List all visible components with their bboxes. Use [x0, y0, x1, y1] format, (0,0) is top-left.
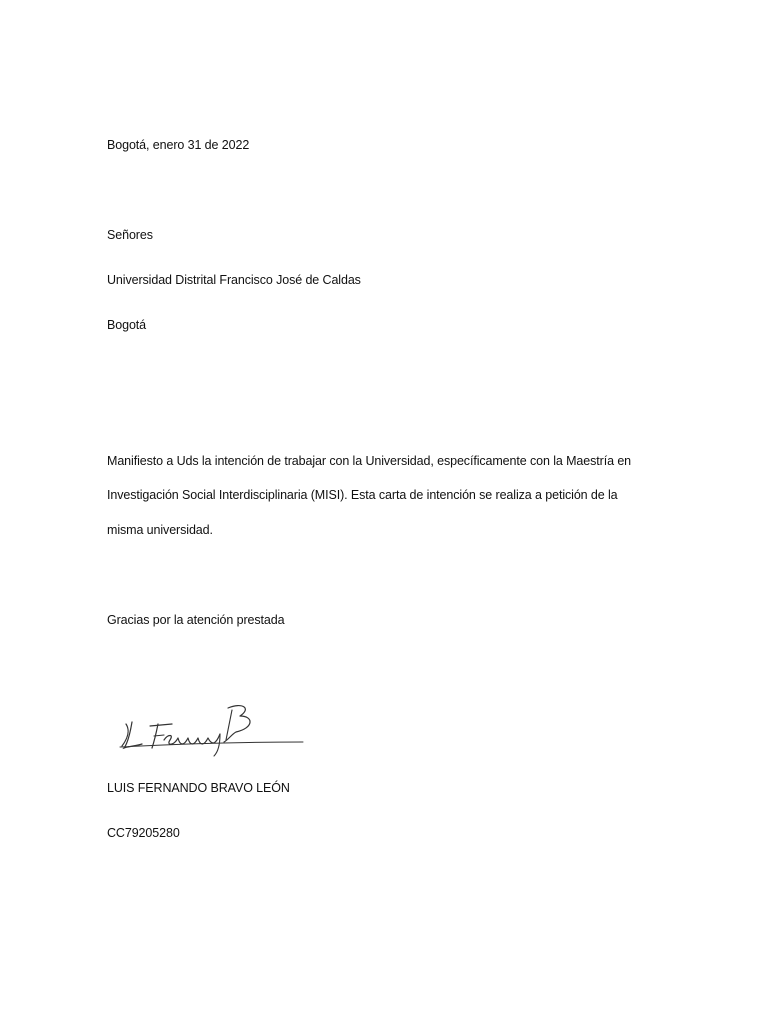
body-line-2: Investigación Social Interdisciplinaria (MISI). Esta carta de intención se realiza a petición de la	[107, 488, 618, 502]
handwritten-signature	[108, 700, 313, 758]
recipient-city: Bogotá	[107, 318, 147, 332]
body-line-1: Manifiesto a Uds la intención de trabajar con la Universidad, específicamente con la Maestría en	[107, 454, 632, 468]
body-line-3: misma universidad.	[107, 523, 213, 537]
place-date: Bogotá, enero 31 de 2022	[107, 138, 250, 152]
recipient-institution: Universidad Distrital Francisco José de Caldas	[107, 273, 361, 287]
signer-id: CC79205280	[107, 826, 180, 840]
closing-text: Gracias por la atención prestada	[107, 613, 285, 627]
recipient-salutation: Señores	[107, 228, 153, 242]
signer-name: LUIS FERNANDO BRAVO LEÓN	[107, 781, 290, 795]
